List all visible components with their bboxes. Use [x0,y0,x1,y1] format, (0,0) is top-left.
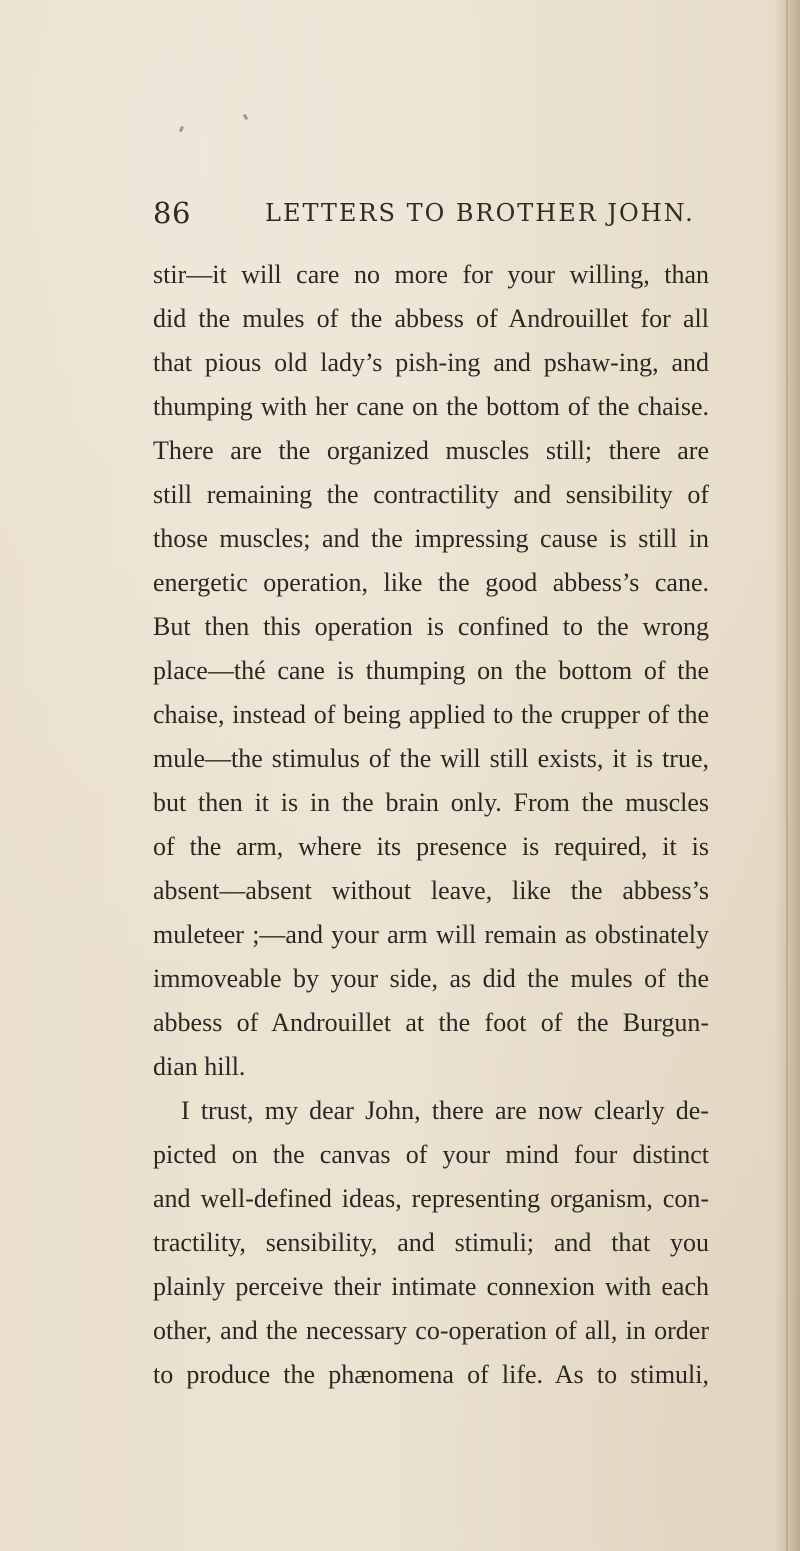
text-line: mule—the stimulus of the will still exists, it is true, [153,744,709,773]
text-line: There are the organized muscles still; there are [153,436,709,465]
text-line: those muscles; and the impressing cause is still in [153,524,709,553]
text-line: immoveable by your side, as did the mules of the [153,964,709,993]
text-line: picted on the canvas of your mind four distinct [153,1140,709,1169]
text-line: But then this operation is confined to the wrong [153,612,709,641]
text-line: of the arm, where its presence is required, it is [153,832,709,861]
page-header [153,196,709,230]
text-line: place—thé cane is thumping on the bottom of the [153,656,709,685]
text-line: plainly perceive their intimate connexion with each [153,1272,709,1301]
ink-speck [243,114,249,121]
page-edge-shadow [774,0,800,1551]
text-line: I trust, my dear John, there are now clearly de- [181,1096,709,1125]
text-line: chaise, instead of being applied to the crupper of the [153,700,709,729]
text-line: dian hill. [153,1052,246,1081]
text-line: to produce the phænomena of life. As to stimuli, [153,1360,709,1389]
text-line: but then it is in the brain only. From the muscles [153,788,709,817]
text-line: abbess of Androuillet at the foot of the Burgun- [153,1008,709,1037]
running-head: LETTERS TO BROTHER JOHN. [265,199,695,227]
text-line: absent—absent without leave, like the abbess’s [153,876,709,905]
ink-speck [179,126,184,133]
text-line: thumping with her cane on the bottom of the chaise. [153,392,709,421]
text-line: energetic operation, like the good abbess’s cane. [153,568,709,597]
page-number: 86 [153,196,191,230]
text-line: and well-defined ideas, representing organism, con- [153,1184,709,1213]
text-line: tractility, sensibility, and stimuli; and that you [153,1228,709,1257]
text-line: still remaining the contractility and sensibility of [153,480,709,509]
text-line: other, and the necessary co-operation of all, in order [153,1316,709,1345]
text-line: did the mules of the abbess of Androuillet for all [153,304,709,333]
body-text [153,253,709,1453]
text-line: that pious old lady’s pish-ing and pshaw-ing, and [153,348,709,377]
text-line: muleteer ;—and your arm will remain as obstinately [153,920,709,949]
text-line: stir—it will care no more for your willing, than [153,260,709,289]
